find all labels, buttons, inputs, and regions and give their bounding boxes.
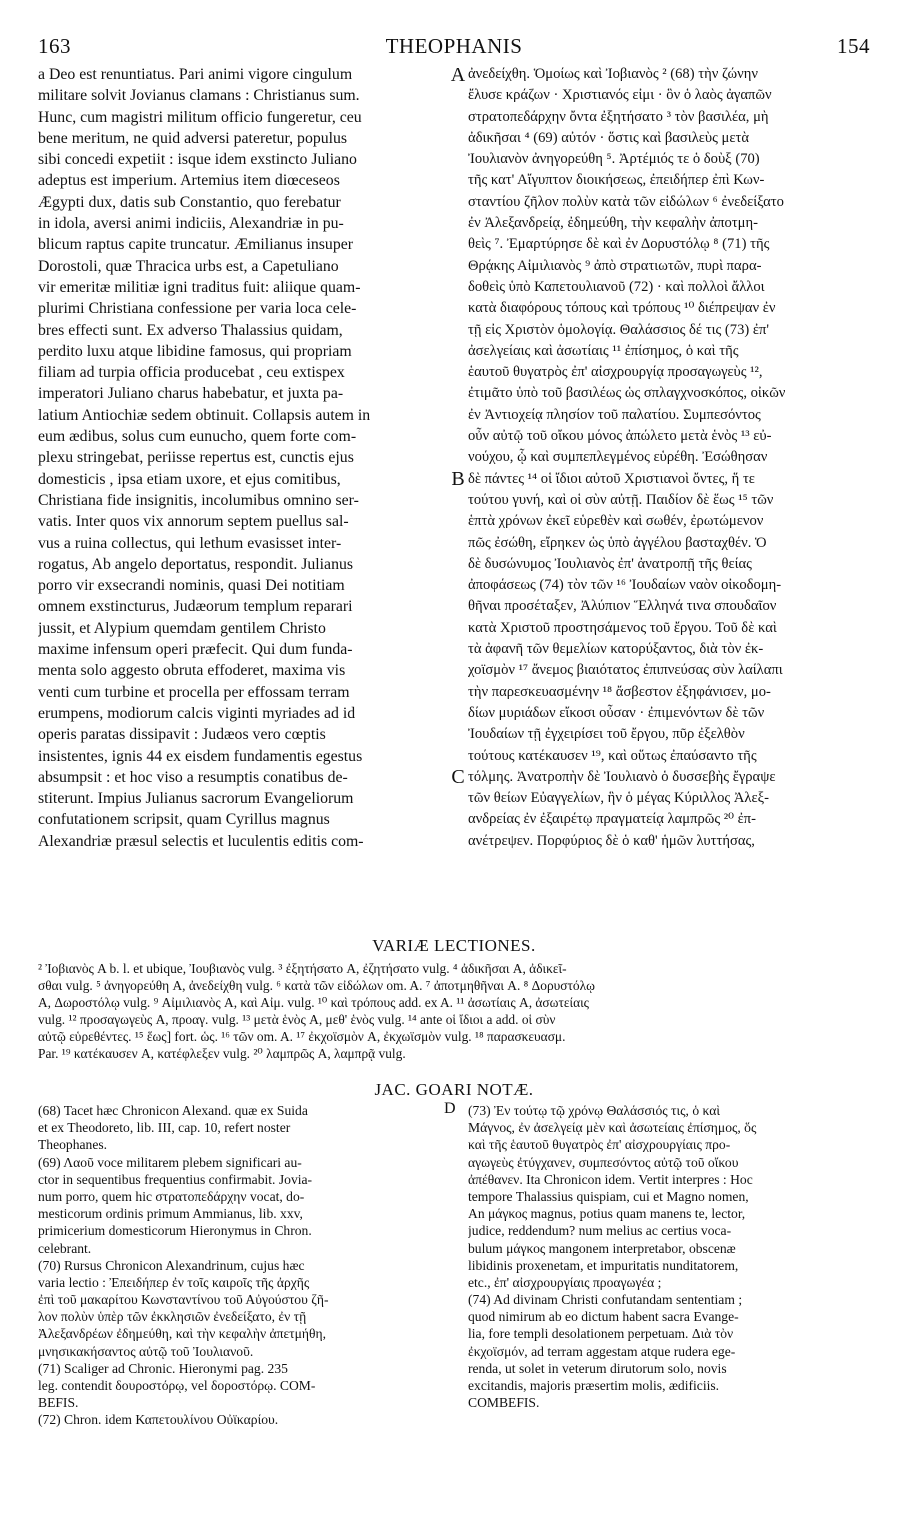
- greek-text-line: ανδρείας ἐν ἐξαιρέτῳ πραγματείᾳ λαμπρῶς ²⁰ ἐπ-: [468, 811, 756, 828]
- note-line: lia, fore templi desolationem perpetuam. Διὰ τὸν: [468, 1326, 734, 1342]
- note-line: (73) Ἐν τούτῳ τῷ χρόνῳ Θαλάσσιός τις, ὁ καὶ: [468, 1103, 721, 1118]
- note-line: ctor in sequentibus frequentius confirmabit. Jovia-: [38, 1171, 313, 1187]
- latin-text-line: erumpens, modiorum calcis viginti myriades ad id: [38, 704, 356, 722]
- note-line: (68) Tacet hæc Chronicon Alexand. quæ ex Suida: [38, 1103, 308, 1118]
- latin-text-line: bene meritum, ne quid adversi pateretur, populus: [38, 129, 348, 147]
- latin-text-line: adeptus est imperium. Artemius item diœceseos: [38, 172, 340, 190]
- latin-text-line: venti cum turbine et procella per effossam terram: [38, 683, 350, 701]
- note-line: judice, reddendum? num melius ac certius voca-: [468, 1223, 732, 1239]
- latin-text-line: operis paratas dissipavit : Judæos vero cœptis: [38, 726, 326, 744]
- running-title: THEOPHANIS: [385, 34, 523, 58]
- greek-text-line: κατὰ διαφόρους τόπους καὶ τρόπους ¹⁰ διέπρεψαν ἐν: [468, 300, 776, 317]
- note-line: Ἀλεξανδρέων ἐδημεύθη, καὶ τὴν κεφαλὴν ἀπετμήθη,: [38, 1326, 327, 1342]
- greek-text-line: τὰ ἀφανῆ τῶν θεμελίων κατορύξαντος, διὰ τὸν ἐκ-: [468, 641, 764, 658]
- note-line: αγωγεὺς ἐτύγχανεν, συμπεσόντος αὐτῷ τοῦ οἴκου: [468, 1154, 739, 1170]
- latin-text-line: Dorostoli, quæ Thracica urbs est, a Capetuliano: [38, 257, 339, 275]
- greek-text-line: τῶν θείων Εὐαγγελίων, ἣν ὁ μέγας Κύριλλος Ἀλεξ-: [468, 790, 769, 807]
- note-line: mesticorum ordinis primum Ammianus, lib. xxv,: [38, 1206, 303, 1222]
- latin-text-line: blicum raptus capite truncatur. Æmilianus insuper: [38, 236, 353, 254]
- greek-text-line: ἐν Ἀντιοχείᾳ πλησίον τοῦ παλατίου. Συμπεσόντος: [468, 406, 761, 423]
- note-line: (69) Λαοῦ voce militarem plebem significari au-: [38, 1154, 302, 1170]
- greek-text-line: τούτους κατέκαυσεν ¹⁹, καὶ οὕτως ἐπαύσαντο τῆς: [468, 747, 757, 764]
- note-line: renda, ut solet in veterum dirutorum solo, novis: [468, 1360, 727, 1376]
- note-line: BEFIS.: [38, 1395, 79, 1411]
- greek-text-line: τῆς κατ' Αἴγυπτον διοικήσεως, ἐπειδήπερ ἐπὶ Κων-: [468, 172, 765, 189]
- latin-text-line: latium Antiochiæ sedem obtinuit. Collapsis autem in: [38, 406, 371, 424]
- greek-text-column: [468, 64, 872, 852]
- greek-text-line: δὲ δυσώνυμος Ἰουλιανὸς ἐπ' ἀνατροπῇ τῆς θείας: [468, 555, 752, 572]
- greek-text-line: δὲ πάντες ¹⁴ οἱ ἴδιοι αὐτοῦ Χριστιανοὶ ὄντες, ἥ τε: [468, 470, 755, 487]
- notae-heading: JAC. GOARI NOTÆ.: [374, 1080, 534, 1099]
- greek-text-line: νούχου, ᾧ καὶ συμπεπλεγμένος εὑρέθη. Ἐσώθησαν: [468, 449, 768, 466]
- greek-text-line: ανέτρεψεν. Πορφύριος δὲ ὁ καθ' ἡμῶν λυττήσας,: [468, 832, 755, 849]
- latin-text-line: domesticis , ipsa etiam uxore, et ejus comitibus,: [38, 470, 341, 488]
- note-line: Theophanes.: [38, 1137, 108, 1153]
- latin-text-line: Hunc, cum magistri militum officio fungeretur, ceu: [38, 108, 362, 126]
- latin-text-line: eum ædibus, solus cum eunucho, quem forte com-: [38, 428, 357, 446]
- latin-text-line: omnem exstincturus, Judæorum templum reparari: [38, 598, 353, 616]
- note-line: An μάγκος magnus, potius quam manens te, lector,: [468, 1206, 746, 1222]
- latin-text-line: vatis. Inter quos vix annorum septem puellus sal-: [38, 513, 349, 531]
- latin-text-line: insistentes, ignis 44 ex eisdem fundamentis egestus: [38, 747, 363, 765]
- greek-text-line: οὖν αὐτῷ τοῦ οἴκου μόνος ἀπώλετο μετὰ ἑνὸς ¹³ εὐ-: [468, 428, 772, 445]
- note-line: ἐπὶ τοῦ μακαρίτου Κωνσταντίνου τοῦ Αὐγούστου ζῆ-: [38, 1292, 329, 1308]
- latin-text-line: porro vir exsecrandi nominis, quasi Dei notitiam: [38, 577, 345, 595]
- latin-text-line: Alexandriæ præsul selectis et luculentis editis com-: [38, 832, 364, 850]
- greek-text-line: ἀσελγείαις καὶ ἀσωτίαις ¹¹ ἐπίσημος, ὁ καὶ τῆς: [468, 342, 739, 359]
- latin-text-line: militare solvit Jovianus clamans : Christianus sum.: [38, 87, 360, 105]
- greek-text-line: ἐτιμᾶτο ὑπὸ τοῦ βασιλέως ὡς σπλαγχνοσκόπος, οἰκῶν: [468, 385, 786, 402]
- notes-right-column: [468, 1102, 872, 1411]
- note-line: leg. contendit δουροστόρῳ, vel δοροστόρῳ. COM-: [38, 1378, 316, 1393]
- margin-mark-c: C: [451, 766, 465, 788]
- latin-text-line: rogatus, Ab angelo deportatus, respondit. Julianus: [38, 555, 354, 573]
- latin-text-line: maxime infensum operi præfecit. Qui dum funda-: [38, 641, 353, 659]
- margin-mark-b: B: [451, 468, 465, 490]
- variant-reading-line: Par. ¹⁹ κατέκαυσεν A, κατέφλεξεν vulg. ²⁰ λαμπρῶς A, λαμπρᾷ vulg.: [38, 1046, 406, 1061]
- greek-text-line: τὴν παρεσκευασμένην ¹⁸ ἄσβεστον ἐξηφάνισεν, μο-: [468, 683, 771, 700]
- variant-reading-line: A, Δωροστόλῳ vulg. ⁹ Αἰμιλιανὸς A, καὶ Αἰμ. vulg. ¹⁰ καὶ τρόπους add. ex A. ¹¹ ἀσωτίαις A, ἀσωτείαις: [38, 995, 589, 1010]
- variant-reading-line: ² Ἰοβιανὸς A b. l. et ubique, Ἰουβιανὸς vulg. ³ ἐξητήσατο A, ἐζητήσατο vulg. ⁴ ἀδικῆσαι A, ἀδικεῖ-: [38, 961, 567, 976]
- greek-text-line: κατὰ Χριστοῦ προστησάμενος τοῦ ἔργου. Τοῦ δὲ καὶ: [468, 619, 777, 636]
- variae-lectiones-heading: VARIÆ LECTIONES.: [372, 936, 536, 955]
- note-line: quod nimirum ab eo dictum habent sacra Evange-: [468, 1309, 739, 1325]
- greek-text-line: χοϊσμὸν ¹⁷ ἄνεμος βιαιότατος ἐπιπνεύσας σὺν λαίλαπι: [468, 662, 783, 679]
- greek-text-line: θεὶς ⁷. Ἐμαρτύρησε δὲ καὶ ἐν Δορυστόλῳ ⁸ (71) τῆς: [468, 236, 770, 253]
- note-line: ἐκχοϊσμόν, ad terram aggestam atque rudera ege-: [468, 1343, 736, 1359]
- greek-text-line: τῇ εἰς Χριστὸν ὁμολογίᾳ. Θαλάσσιος δέ τις (73) ἐπ': [468, 321, 770, 338]
- margin-mark-a: A: [450, 64, 466, 86]
- latin-text-line: menta solo aggesto obruta effoderet, maxima vis: [38, 662, 346, 680]
- note-line: etc., ἐπ' αἰσχρουργίαις προαγωγέα ;: [468, 1274, 662, 1290]
- latin-text-line: stiterunt. Impius Julianus sacrorum Evangeliorum: [38, 790, 354, 808]
- greek-text-line: δίων μυριάδων εἴκοσι οὖσαν · ἐπιμενόντων δὲ τῶν: [468, 704, 765, 721]
- greek-text-line: στρατοπεδάρχην ὄντα ἐξητήσατο ³ τὸν βασιλέα, μὴ: [468, 108, 769, 125]
- note-line: Μάγνος, ἐν ἀσελγείᾳ μὲν καὶ ἀσωτείαις ἐπίσημος, ὅς: [468, 1120, 757, 1136]
- greek-text-line: ἔλυσε κράζων · Χριστιανός εἰμι · ὃν ὁ λαὸς ἀγαπῶν: [468, 87, 772, 104]
- greek-text-line: ἀδικῆσαι ⁴ (69) αὐτόν · ὅστις καὶ βασιλεὺς μετὰ: [468, 129, 750, 146]
- greek-text-line: ἑπτὰ χρόνων ἐκεῖ εὑρεθὲν καὶ σωθέν, ἐρωτώμενον: [468, 513, 764, 530]
- running-header: [38, 34, 870, 60]
- latin-text-line: confutationem scripsit, quam Cyrillus magnus: [38, 811, 330, 829]
- latin-text-line: in idola, aversi animi indiciis, Alexandriæ in pu-: [38, 215, 344, 233]
- latin-text-line: a Deo est renuntiatus. Pari animi vigore cingulum: [38, 66, 353, 83]
- note-line: primicerium domesticorum Hieronymus in Chron.: [38, 1223, 312, 1239]
- note-line: et ex Theodoreto, lib. III, cap. 10, refert noster: [38, 1120, 291, 1136]
- note-line: COMBEFIS.: [468, 1395, 540, 1411]
- notes-left-column: [38, 1102, 446, 1429]
- latin-text-line: Christiana fide insignitis, incolumibus omnino ser-: [38, 491, 359, 509]
- greek-text-line: πῶς ἐσώθη, εἴρηκεν ὡς ὑπὸ ἀγγέλου βασταχθέν. Ὁ: [468, 534, 767, 551]
- greek-text-line: ἀποφάσεως (74) τὸν τῶν ¹⁶ Ἰουδαίων ναὸν οἰκοδομη-: [468, 577, 782, 594]
- latin-text-line: plexu stringebat, periisse repertus est, cunctis ejus: [38, 449, 354, 467]
- greek-text-line: θῆναι προσέταξεν, Ἀλύπιον Ἕλληνά τινα σπουδαῖον: [468, 598, 777, 615]
- note-line: (71) Scaliger ad Chronic. Hieronymi pag. 235: [38, 1360, 288, 1376]
- note-line: libidinis proxenetam, et impuritatis nunditatorem,: [468, 1257, 739, 1273]
- latin-text-line: vus a ruina collectus, qui lethum evasisset inter-: [38, 534, 342, 552]
- variant-reading-line: vulg. ¹² προσαγωγεὺς A, προαγ. vulg. ¹³ μετὰ ἑνὸς A, μεθ' ἑνὸς vulg. ¹⁴ ante οἱ ἴδιοι a add. οἱ σὺν: [38, 1012, 556, 1027]
- greek-text-line: δοθεὶς ὑπὸ Καπετουλιανοῦ (72) · καὶ πολλοὶ ἄλλοι: [468, 278, 765, 295]
- note-line: varia lectio : Ἐπειδήπερ ἐν τοῖς καιροῖς τῆς ἀρχῆς: [38, 1274, 310, 1290]
- greek-text-line: ἑαυτοῦ θυγατρὸς ἐπ' αἰσχρουργίᾳ προσαγωγεὺς ¹²,: [468, 364, 763, 381]
- note-line: num porro, quem hic στρατοπεδάρχην vocat, do-: [38, 1188, 305, 1204]
- greek-text-line: τόλμης. Ἀνατροπὴν δὲ Ἰουλιανὸ ὁ δυσσεβὴς ἔγραψε: [468, 768, 776, 785]
- note-line: (72) Chron. idem Καπετουλίνου Οὐϊκαρίου.: [38, 1412, 279, 1428]
- latin-text-line: plurimi Christiana confessione per varia loca cele-: [38, 300, 357, 318]
- greek-text-line: Ἰουδαίων τῇ ἐγχειρίσει τοῦ ἔργου, πῦρ ἐξελθὸν: [468, 726, 745, 743]
- page-number-right: 154: [837, 34, 870, 58]
- note-line: λον πολὺν ὑπὲρ τῶν ἐκκλησιῶν ἐνεδείξατο, ἐν τῇ: [38, 1309, 307, 1325]
- latin-text-line: Ægypti dux, datis sub Constantio, quo ferebatur: [38, 193, 341, 211]
- latin-text-line: bres effecti sunt. Ex adverso Thalassius quidam,: [38, 321, 343, 339]
- greek-text-line: ἐν Ἀλεξανδρείᾳ, ἐδημεύθη, τὴν κεφαλὴν ἀποτμη-: [468, 215, 758, 232]
- greek-text-line: σταντίου ζῆλον πολὺν κατὰ τῶν εἰδώλων ⁶ ἐνεδείξατο: [468, 193, 784, 210]
- note-line: καὶ τῆς ἑαυτοῦ θυγατρὸς ἐπ' αἰσχρουργίαις προ-: [468, 1137, 731, 1153]
- variant-reading-line: αὐτῷ εὑρεθέντες. ¹⁵ ἕως] fort. ὡς. ¹⁶ τῶν om. A. ¹⁷ ἐκχοϊσμὸν A, ἐκχωϊσμὸν vulg. ¹⁸ παρασκευασμ.: [38, 1029, 566, 1044]
- note-line: tempore Thalassius quispiam, cui et Magno nomen,: [468, 1188, 749, 1204]
- latin-text-line: filiam ad turpia officia producebat , ceu extispex: [38, 364, 345, 382]
- page-number-left: 163: [38, 34, 71, 58]
- latin-text-line: jussit, et Alypium quemdam gentilem Christo: [38, 619, 326, 637]
- note-line: ἀπέθανεν. Ita Chronicon idem. Vertit interpres : Hoc: [468, 1171, 753, 1187]
- greek-text-line: Ἰουλιανὸν ἀνηγορεύθη ⁵. Ἀρτέμιός τε ὁ δοὺξ (70): [468, 151, 760, 168]
- margin-mark-d: D: [444, 1100, 456, 1117]
- note-line: celebrant.: [38, 1240, 92, 1256]
- greek-text-line: τούτου γυνή, καὶ οἱ σὺν αὐτῇ. Παιδίον δὲ ἕως ¹⁵ τῶν: [468, 491, 774, 508]
- greek-text-line: ἀνεδείχθη. Ὁμοίως καὶ Ἰοβιανὸς ² (68) τὴν ζώνην: [468, 66, 758, 82]
- latin-text-column: [38, 64, 446, 852]
- latin-text-line: vir emeritæ militiæ igni traditus fuit: aliique quam-: [38, 278, 361, 296]
- variant-reading-line: σθαι vulg. ⁵ ἀνηγορεύθη A, ἀνεδείχθη vulg. ⁶ κατὰ τῶν εἰδώλων om. A. ⁷ ἀποτμηθῆναι A. ⁸ Δορυστόλῳ: [38, 978, 595, 993]
- note-line: μνησικακήσαντος αὐτῷ τοῦ Ἰουλιανοῦ.: [38, 1343, 254, 1359]
- note-line: bulum μάγκος mangonem interpretabor, obscenæ: [468, 1240, 736, 1256]
- latin-text-line: imperatori Juliano charus habebatur, et juxta pa-: [38, 385, 344, 403]
- latin-text-line: sibi concedi expetiit : isque idem exstincto Juliano: [38, 151, 357, 169]
- note-line: excitandis, majoris præsertim molis, ædificiis.: [468, 1378, 720, 1393]
- note-line: (70) Rursus Chronicon Alexandrinum, cujus hæc: [38, 1257, 305, 1273]
- latin-text-line: absumpsit : et hoc viso a resumptis conatibus de-: [38, 768, 348, 786]
- latin-text-line: perdito luxu atque libidine famosus, qui propriam: [38, 342, 352, 360]
- note-line: (74) Ad divinam Christi confutandam sententiam ;: [468, 1292, 743, 1308]
- greek-text-line: Θρᾴκης Αἰμιλιανὸς ⁹ ἀπὸ στρατιωτῶν, πυρὶ παρα-: [468, 257, 762, 274]
- variae-lectiones-block: [38, 960, 872, 1062]
